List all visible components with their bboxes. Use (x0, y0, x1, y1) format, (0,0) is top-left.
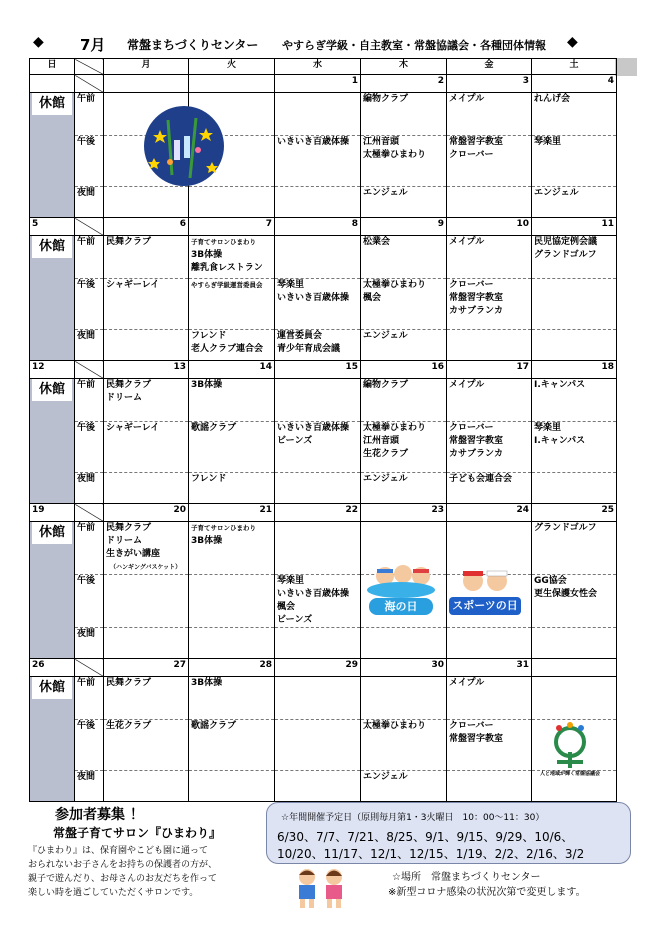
slot-label-ev: 夜間 (75, 628, 104, 659)
diamond-left: ◆ (33, 34, 44, 50)
date-cell: 21 (189, 504, 275, 522)
event-cell: クローバー 常盤習字教室 カサブランカ (447, 422, 532, 473)
date-cell: 11 (532, 218, 617, 236)
slot-label-pm: 午後 (75, 575, 104, 628)
event-line: 生きがい講座 (106, 549, 161, 559)
event-cell (275, 522, 361, 575)
event-cell: 歌謡クラブ (189, 422, 275, 473)
event-cell (532, 330, 617, 361)
date-cell: 3 (447, 75, 532, 93)
event-cell: 民舞クラブ (104, 677, 189, 720)
event-cell (104, 771, 189, 802)
sunday-closed-cell (30, 236, 75, 361)
slot-label-pm: 午後 (75, 720, 104, 771)
event-cell (532, 677, 617, 720)
schedule-box (266, 802, 631, 864)
date-cell: 30 (361, 659, 447, 677)
event-cell: エンジェル (361, 330, 447, 361)
closed-label: 休館 (32, 677, 72, 699)
event-cell (361, 628, 447, 659)
date-cell: 28 (189, 659, 275, 677)
diagonal-cell (75, 504, 104, 522)
date-cell (189, 75, 275, 93)
date-cell: 24 (447, 504, 532, 522)
date-cell: 22 (275, 504, 361, 522)
date-cell: 27 (104, 659, 189, 677)
date-cell: 13 (104, 361, 189, 379)
diagonal-cell (75, 361, 104, 379)
event-cell: 太極拳ひまわり 楓会 (361, 279, 447, 330)
event-cell (532, 628, 617, 659)
weekday-thu: 木 (361, 59, 447, 75)
schedule-heading: ☆年間開催予定日（原則毎月第1・3火曜日 10：00～11：30） (281, 813, 545, 823)
tanabata-illustration (138, 100, 230, 192)
date-cell: 29 (275, 659, 361, 677)
event-line: （ハンギングバスケット） (110, 564, 182, 571)
date-cell: 18 (532, 361, 617, 379)
event-cell: 3B体操 (189, 379, 275, 422)
closed-label: 休館 (32, 522, 72, 544)
event-cell: 常盤習字教室 クローバー (447, 136, 532, 187)
event-cell (189, 628, 275, 659)
event-cell: 歌謡クラブ (189, 720, 275, 771)
closed-label: 休館 (32, 379, 72, 401)
slot-label-ev: 夜間 (75, 473, 104, 504)
note-text: ※新型コロナ感染の状況次第で変更します。 (388, 887, 586, 898)
event-cell: I.キャンパス (532, 379, 617, 422)
date-cell: 16 (361, 361, 447, 379)
sunday-closed-cell (30, 677, 75, 802)
umi-no-hi-illustration (363, 560, 439, 616)
slot-label-pm: 午後 (75, 279, 104, 330)
event-cell: 松業会 (361, 236, 447, 279)
event-cell: 運営委員会 青少年育成会議 (275, 330, 361, 361)
event-cell: メイプル (447, 93, 532, 136)
calendar-table (29, 58, 617, 802)
event-cell: 太極拳ひまわり 江州音頭 生花クラブ (361, 422, 447, 473)
event-cell (104, 330, 189, 361)
diagonal-cell (75, 659, 104, 677)
event-cell: クローバー 常盤習字教室 カサブランカ (447, 279, 532, 330)
slot-label-am: 午前 (75, 236, 104, 279)
event-line: 3B体操 (191, 250, 223, 260)
event-cell (275, 93, 361, 136)
recruit-subtitle: 常盤子育てサロン『ひまわり』 (53, 826, 222, 840)
weekday-sun: 日 (30, 59, 75, 75)
tokiwa-logo (535, 722, 605, 782)
date-cell: 4 (532, 75, 617, 93)
event-cell: シャギーレイ (104, 279, 189, 330)
event-cell: 生花クラブ (104, 720, 189, 771)
event-cell: 琴楽里 いきいき百歳体操 楓会 ビーンズ (275, 575, 361, 628)
sunday-date: 12 (30, 361, 75, 379)
event-line: 3B体操 (191, 536, 223, 546)
event-line: 離乳食レストラン (191, 263, 263, 273)
event-cell (361, 677, 447, 720)
event-cell (189, 236, 275, 279)
event-cell: 編物クラブ (361, 93, 447, 136)
sunday-date: 19 (30, 504, 75, 522)
slot-label-am: 午前 (75, 379, 104, 422)
page-subtitle: やすらぎ学級・自主教室・常盤協議会・各種団体情報 (282, 39, 546, 52)
event-cell: エンジェル (361, 187, 447, 218)
event-cell: メイプル (447, 379, 532, 422)
event-cell (447, 330, 532, 361)
event-cell (189, 279, 275, 330)
umi-no-hi-label: 海の日 (369, 598, 433, 615)
title-bar (0, 30, 665, 58)
event-cell (104, 628, 189, 659)
place-text: ☆場所 常盤まちづくりセンター (392, 872, 541, 883)
event-cell (275, 771, 361, 802)
event-cell: GG協会 更生保護女性会 (532, 575, 617, 628)
slot-label-am: 午前 (75, 522, 104, 575)
event-cell: フレンド 老人クラブ連合会 (189, 330, 275, 361)
weekday-mon: 月 (104, 59, 189, 75)
month-title: 7月 (80, 36, 106, 54)
event-cell (275, 720, 361, 771)
event-cell: 編物クラブ (361, 379, 447, 422)
sunday-closed-cell (30, 93, 75, 218)
event-cell: メイプル (447, 677, 532, 720)
event-line: 子育てサロンひまわり (191, 238, 256, 246)
diagonal-cell (75, 59, 104, 75)
date-cell: 9 (361, 218, 447, 236)
event-cell: クローバー 常盤習字教室 (447, 720, 532, 771)
event-cell: 琴楽里 I.キャンパス (532, 422, 617, 473)
gray-block (615, 58, 637, 76)
schedule-dates-1: 6/30、7/7、7/21、8/25、9/1、9/15、9/29、10/6、 (277, 830, 574, 844)
date-cell: 8 (275, 218, 361, 236)
event-cell (189, 575, 275, 628)
weekday-wed: 水 (275, 59, 361, 75)
event-cell (275, 187, 361, 218)
event-line: やすらぎ学級運営委員会 (191, 281, 263, 289)
closed-label: 休館 (32, 93, 72, 115)
event-cell (275, 473, 361, 504)
weekday-fri: 金 (447, 59, 532, 75)
schedule-dates-2: 10/20、11/17、12/1、12/15、1/19、2/2、2/16、3/2 (277, 847, 585, 861)
event-cell (189, 522, 275, 575)
event-cell: シャギーレイ (104, 422, 189, 473)
event-cell: 琴楽里 いきいき百歳体操 (275, 279, 361, 330)
slot-label-pm: 午後 (75, 422, 104, 473)
date-cell: 31 (447, 659, 532, 677)
date-cell (104, 75, 189, 93)
event-cell (189, 771, 275, 802)
date-cell: 14 (189, 361, 275, 379)
event-cell (447, 628, 532, 659)
diagonal-cell (75, 75, 104, 93)
event-cell: れんげ会 (532, 93, 617, 136)
date-cell: 17 (447, 361, 532, 379)
date-cell (532, 659, 617, 677)
event-line: 民舞クラブ (106, 523, 152, 533)
logo-caption: 人と地域が輝く常盤協議会 (539, 771, 600, 777)
recruit-description: 『ひまわり』は、保育園やこども園に通って おられないお子さんをお持ちの保護者の方が、 親子で遊んだり、お母さんのお友だちを作って 楽しい時を過ごしていただくサロンです。 (28, 846, 218, 898)
diamond-right: ◆ (567, 34, 578, 50)
date-cell: 25 (532, 504, 617, 522)
event-cell: エンジェル (361, 771, 447, 802)
event-cell: 琴楽里 (532, 136, 617, 187)
recruit-title: 参加者募集 ！ (55, 807, 144, 823)
event-cell: 子ども会連合会 (447, 473, 532, 504)
event-cell (104, 522, 189, 575)
event-cell: 民舞クラブ (104, 236, 189, 279)
date-cell: 6 (104, 218, 189, 236)
event-cell (275, 628, 361, 659)
date-cell: 10 (447, 218, 532, 236)
slot-label-am: 午前 (75, 677, 104, 720)
center-name: 常盤まちづくりセンター (127, 38, 259, 52)
event-cell: メイプル (447, 236, 532, 279)
event-cell: 民児協定例会議 グランドゴルフ (532, 236, 617, 279)
sunday-closed-cell (30, 522, 75, 659)
diagonal-cell (75, 218, 104, 236)
event-cell (275, 379, 361, 422)
event-cell (532, 473, 617, 504)
event-cell: 太極拳ひまわり (361, 720, 447, 771)
event-line: 子育てサロンひまわり (191, 524, 256, 532)
event-cell: いきいき百歳体操 (275, 136, 361, 187)
event-cell (447, 771, 532, 802)
event-cell: エンジェル (361, 473, 447, 504)
slot-label-ev: 夜間 (75, 330, 104, 361)
sports-day-label: スポーツの日 (449, 597, 521, 615)
closed-label: 休館 (32, 236, 72, 258)
event-cell: いきいき百歳体操 ビーンズ (275, 422, 361, 473)
sports-day-illustration (447, 565, 523, 617)
event-cell (275, 236, 361, 279)
event-cell: エンジェル (532, 187, 617, 218)
date-cell: 1 (275, 75, 361, 93)
event-cell: フレンド (189, 473, 275, 504)
slot-label-ev: 夜間 (75, 771, 104, 802)
slot-label-pm: 午後 (75, 136, 104, 187)
event-cell: 3B体操 (189, 677, 275, 720)
event-cell (447, 187, 532, 218)
sunday-closed-cell (30, 379, 75, 504)
sunday-date (30, 75, 75, 93)
event-cell: 江州音頭 太極拳ひまわり (361, 136, 447, 187)
date-cell: 20 (104, 504, 189, 522)
date-cell: 7 (189, 218, 275, 236)
date-cell: 2 (361, 75, 447, 93)
kids-illustration (290, 866, 352, 910)
sunday-date: 5 (30, 218, 75, 236)
event-cell (104, 473, 189, 504)
event-cell: 民舞クラブ ドリーム (104, 379, 189, 422)
slot-label-ev: 夜間 (75, 187, 104, 218)
date-cell: 23 (361, 504, 447, 522)
event-cell: グランドゴルフ (532, 522, 617, 575)
date-cell: 15 (275, 361, 361, 379)
event-cell (275, 677, 361, 720)
weekday-tue: 火 (189, 59, 275, 75)
event-line: ドリーム (106, 536, 143, 546)
slot-label-am: 午前 (75, 93, 104, 136)
sunday-date: 26 (30, 659, 75, 677)
weekday-sat: 土 (532, 59, 617, 75)
event-cell (104, 575, 189, 628)
event-cell (532, 279, 617, 330)
